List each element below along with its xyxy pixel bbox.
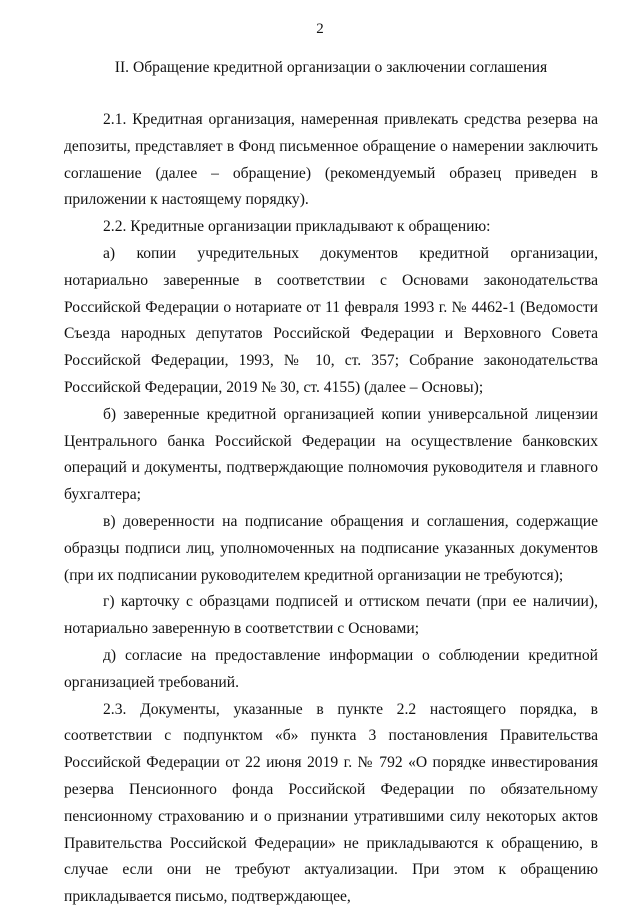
paragraph-2-2-g: г) карточку с образцами подписей и оттиском печати (при ее наличии), нотариально заверенную в соответствии с Основами; [64,593,598,638]
paragraph-2-1: 2.1. Кредитная организация, намеренная привлекать средства резерва на депозиты, представляет в Фонд письменное обращение о намерении заключить соглашение (далее – обращение) (рекомендуемый образец приведен в приложении к настоящему порядку). [64,111,598,209]
paragraph-2-2-a: а) копии учредительных документов кредитной организации, нотариально заверенные в соответствии с Основами законодательства Российской Федерации о нотариате от 11 февраля 1993 г. № 4462-1 (Ведомости Съезда народных депутатов Российской Федерации и Верховного Совета Российской Федерации, 1993, № 10, ст. 357; Собрание законодательства Российской Федерации, 2019 № 30, ст. 4155) (далее – Основы); [64,244,598,396]
page-number: 2 [316,21,324,37]
paragraph-2-3: 2.3. Документы, указанные в пункте 2.2 настоящего порядка, в соответствии с подпунктом «б» пункта 3 постановления Правительства Российской Федерации от 22 июня 2019 г. № 792 «О порядке инвестирования резерва Пенсионного фонда Российской Федерации по обязательному пенсионному страхованию и о признании утратившими силу некоторых актов Правительства Российской Федерации» не прикладываются к обращению, в случае если они не требуют актуализации. При этом к обращению прикладывается письмо, подтверждающее, [64,700,598,906]
paragraph-2-2-v: в) доверенности на подписание обращения и соглашения, содержащие образцы подписи лиц, уполномоченных на подписание указанных документов (при их подписании руководителем кредитной организации не требуются); [64,512,598,584]
document-body [64,107,598,911]
paragraph-2-2-d: д) согласие на предоставление информации о соблюдении кредитной организацией требований. [64,646,598,691]
section-title: II. Обращение кредитной организации о заключении соглашения [114,59,548,76]
paragraph-2-2: 2.2. Кредитные организации прикладывают к обращению: [103,218,491,236]
paragraph-2-2-b: б) заверенные кредитной организацией копии универсальной лицензии Центрального банка Российской Федерации на осуществление банковских операций и документы, подтверждающие полномочия руководителя и главного бухгалтера; [64,405,598,504]
